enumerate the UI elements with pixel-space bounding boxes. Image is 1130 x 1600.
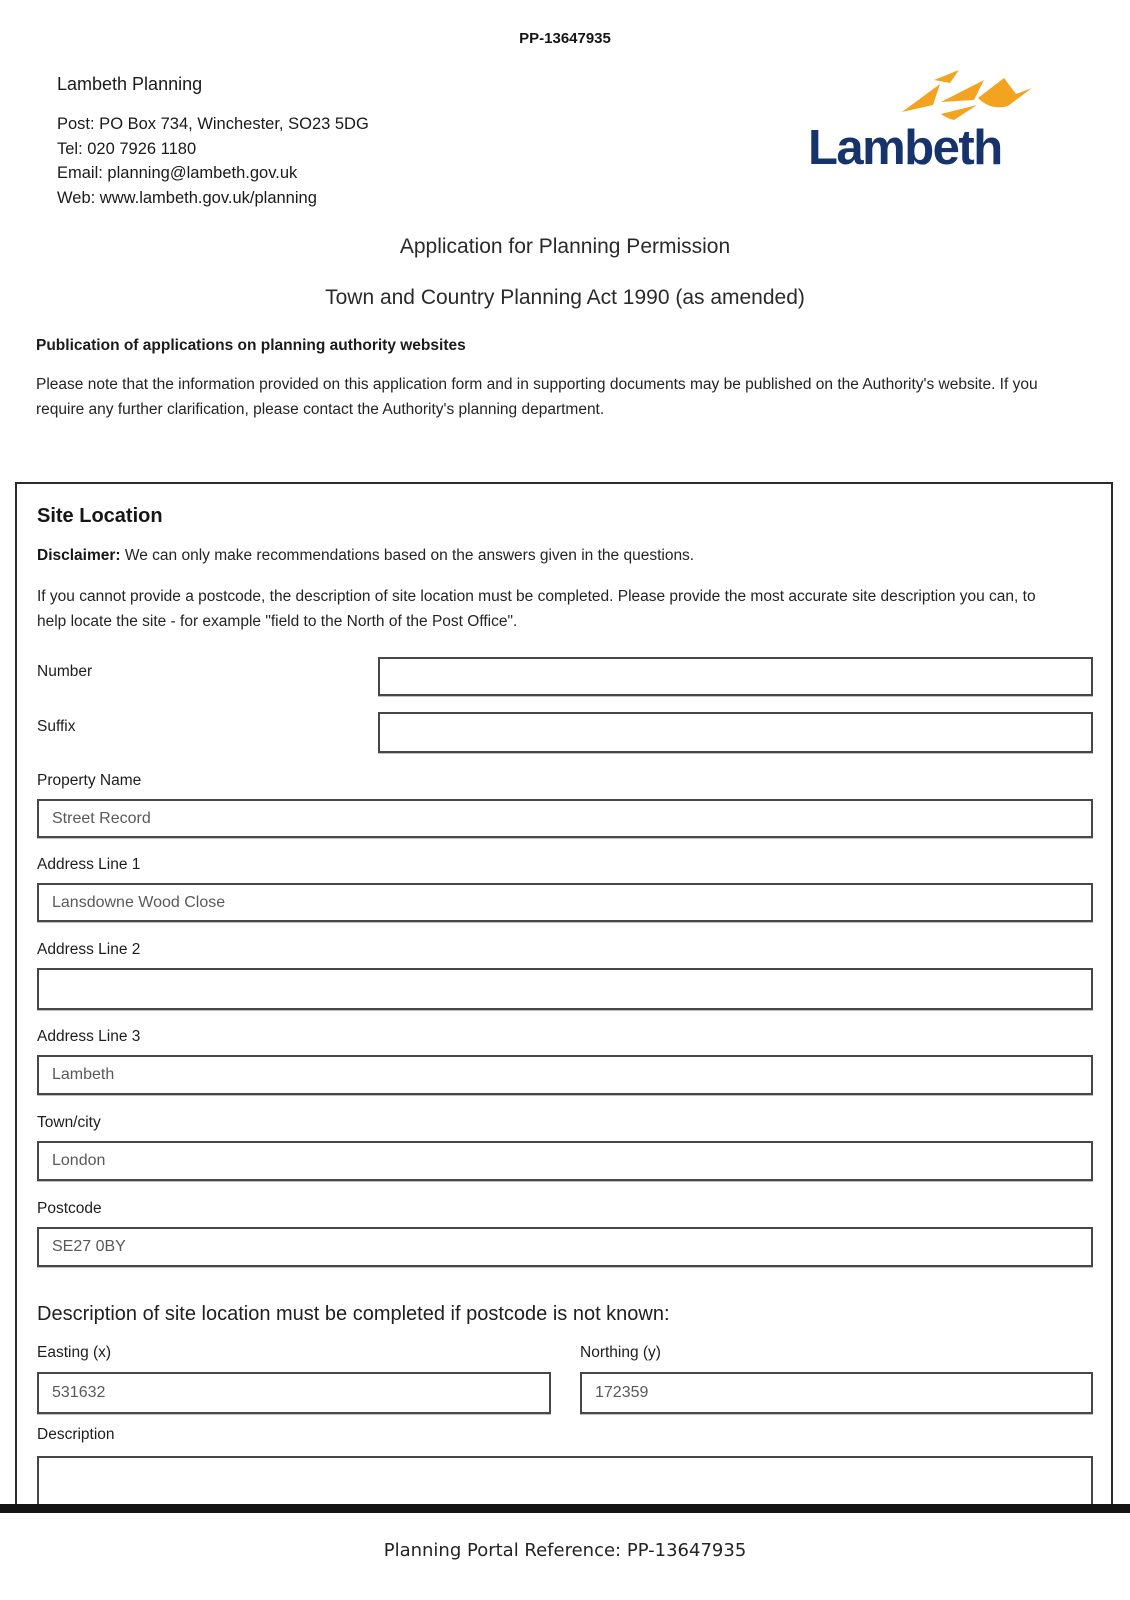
authority-contact-block (57, 112, 369, 210)
contact-email: Email: planning@lambeth.gov.uk (57, 164, 298, 182)
top-reference: PP-13647935 (519, 30, 611, 47)
property-name-label: Property Name (37, 772, 142, 789)
suffix-input[interactable] (378, 712, 1093, 753)
town-city-input[interactable] (37, 1141, 1093, 1181)
footer-reference: Planning Portal Reference: PP-13647935 (383, 1540, 747, 1561)
lambeth-logo (806, 68, 1034, 172)
site-location-title: Site Location (37, 505, 163, 527)
address-line-1-input[interactable] (37, 883, 1093, 922)
easting-label: Easting (x) (37, 1344, 112, 1361)
northing-label: Northing (y) (580, 1344, 661, 1361)
description-label: Description (37, 1426, 115, 1443)
property-name-input[interactable] (37, 799, 1093, 838)
easting-input[interactable] (37, 1372, 551, 1414)
address-line-2-input[interactable] (37, 968, 1093, 1010)
address-line-3-label: Address Line 3 (37, 1028, 141, 1045)
address-line-2-label: Address Line 2 (37, 941, 141, 958)
contact-web: Web: www.lambeth.gov.uk/planning (57, 188, 317, 207)
contact-tel: Tel: 020 7926 1180 (57, 139, 197, 158)
disclaimer-label: Disclaimer: (37, 547, 121, 564)
contact-post: Post: PO Box 734, Winchester, SO23 5DG (57, 115, 369, 133)
address-line-3-input[interactable] (37, 1055, 1093, 1095)
address-line-1-label: Address Line 1 (37, 856, 141, 873)
town-city-label: Town/city (37, 1114, 101, 1131)
postcode-label: Postcode (37, 1200, 102, 1217)
form-title: Application for Planning Permission (399, 235, 731, 258)
suffix-label: Suffix (37, 718, 76, 735)
postcode-input[interactable] (37, 1227, 1093, 1267)
description-requirement-heading: Description of site location must be completed if postcode is not known: (37, 1303, 670, 1325)
publication-body: Please note that the information provided on this application form and in supporting documents may be published on the Authority's website. If you require any further clarification, please contact the Authority's planning department. (36, 376, 1038, 418)
number-label: Number (37, 663, 93, 680)
page-break-divider (0, 1504, 1130, 1513)
site-location-intro: If you cannot provide a postcode, the description of site location must be completed. Please provide the most accurate site description you can, to help locate the site - for example "field to the North of the Post Office". (37, 588, 1036, 630)
site-location-disclaimer (37, 547, 694, 565)
publication-heading: Publication of applications on planning authority websites (36, 337, 466, 354)
number-input[interactable] (378, 657, 1093, 696)
description-input[interactable] (37, 1456, 1093, 1504)
northing-input[interactable] (580, 1372, 1093, 1414)
lambeth-logo-swoosh-icon (902, 70, 1032, 120)
form-statute: Town and Country Planning Act 1990 (as amended) (325, 286, 805, 309)
authority-name: Lambeth Planning (57, 74, 203, 94)
disclaimer-text: We can only make recommendations based on the answers given in the questions. (120, 547, 695, 564)
lambeth-logo-wordmark: Lambeth (808, 121, 1002, 172)
